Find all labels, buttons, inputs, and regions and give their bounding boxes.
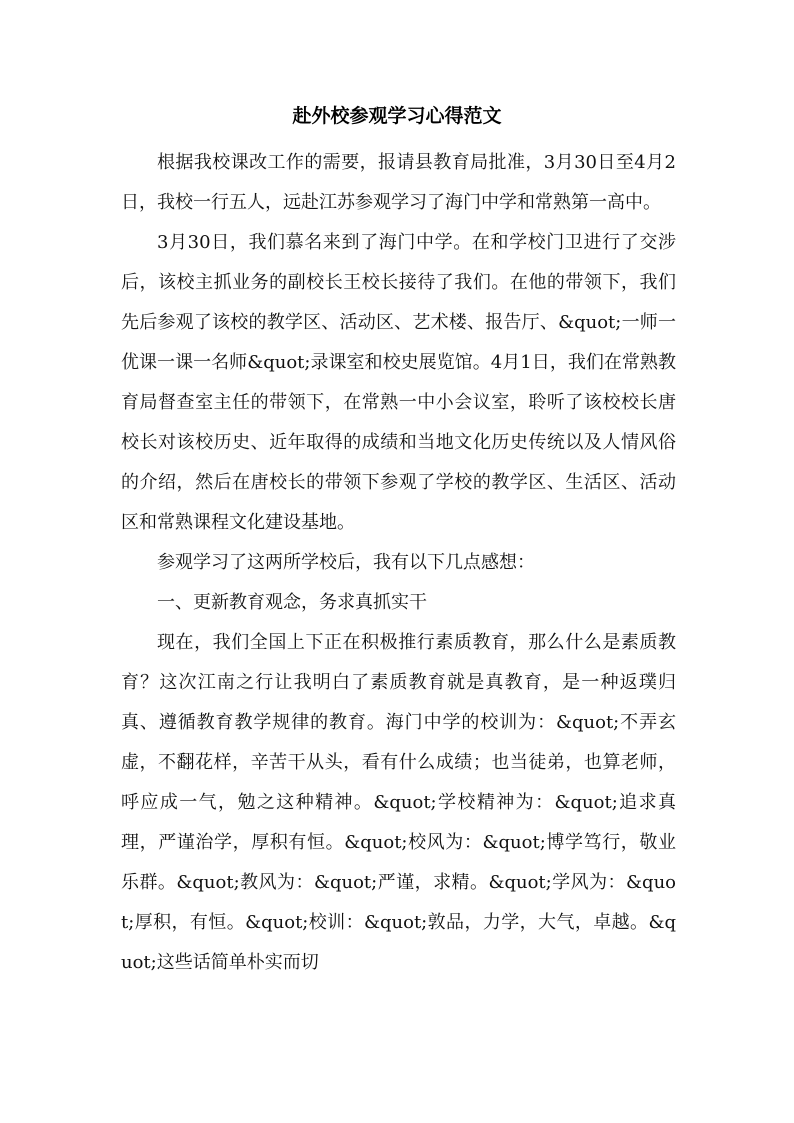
section-heading-1: 一、更新教育观念，务求真抓实干	[157, 592, 427, 613]
paragraph-reflection-lead: 参观学习了这两所学校后，我有以下几点感想：	[157, 552, 535, 573]
document-body	[121, 143, 676, 983]
paragraph-intro: 根据我校课改工作的需要，报请县教育局批准，3月30日至4月2日，我校一行五人，远赴江苏参观学习了海门中学和常熟第一高中。	[121, 152, 676, 213]
document-title: 赴外校参观学习心得范文	[292, 105, 502, 127]
paragraph-quality-education: 现在，我们全国上下正在积极推行素质教育，那么什么是素质教育？这次江南之行让我明白了素质教育就是真教育，是一种返璞归真、遵循教育教学规律的教育。海门中学的校训为：&quot;不弄玄虚，不翻花样，辛苦干从头，看有什么成绩；也当徒弟，也算老师，呼应成一气，勉之这种精神。&quot;学校精神为：&quot;追求真理，严谨治学，厚积有恒。&quot;校风为：&quot;博学笃行，敬业乐群。&quot;教风为：&quot;严谨，求精。&quot;学风为：&quot;厚积，有恒。&quot;校训：&quot;敦品，力学，大气，卓越。&quot;这些话简单朴实而切	[121, 632, 676, 973]
paragraph-visit-details: 3月30日，我们慕名来到了海门中学。在和学校门卫进行了交涉后，该校主抓业务的副校长王校长接待了我们。在他的带领下，我们先后参观了该校的教学区、活动区、艺术楼、报告厅、&quot;一师一优课一课一名师&quot;录课室和校史展览馆。4月1日，我们在常熟教育局督查室主任的带领下，在常熟一中小会议室，聆听了该校校长唐校长对该校历史、近年取得的成绩和当地文化历史传统以及人情风俗的介绍，然后在唐校长的带领下参观了学校的教学区、生活区、活动区和常熟课程文化建设基地。	[121, 232, 676, 533]
